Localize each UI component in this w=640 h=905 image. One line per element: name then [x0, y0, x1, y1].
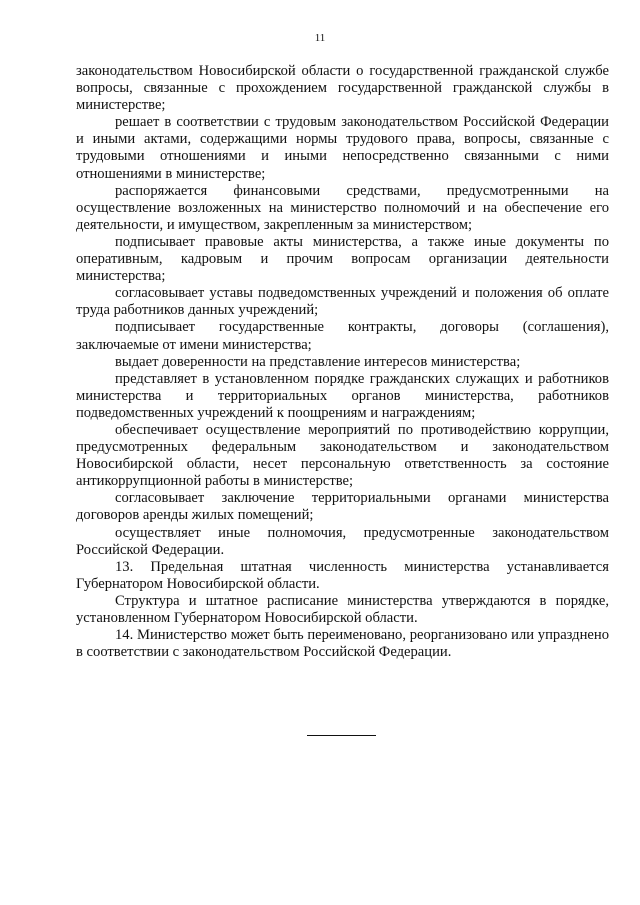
paragraph-signs-contracts: подписывает государственные контракты, договоры (соглашения), заключаемые от имени министерства;: [76, 319, 609, 353]
paragraph-14-reorganization: 14. Министерство может быть переименовано, реорганизовано или упразднено в соответствии с законодательством Российской Федерации.: [76, 627, 609, 661]
paragraph-financial-means: распоряжается финансовыми средствами, предусмотренными на осуществление возложенных на министерство полномочий и на обеспечение его деятельности, и имуществом, закрепленным за министерством;: [76, 182, 609, 233]
end-separator-line: [307, 735, 376, 736]
paragraph-awards: представляет в установленном порядке гражданских служащих и работников министерства и территориальных органов министерства, работников подведомственных учреждений к поощрениям и награждениям;: [76, 370, 609, 421]
paragraph-powers-of-attorney: выдает доверенности на представление интересов министерства;: [115, 353, 521, 370]
paragraph-other-powers: осуществляет иные полномочия, предусмотренные законодательством Российской Федерации.: [76, 524, 609, 558]
paragraph-lease-agreements: согласовывает заключение территориальными органами министерства договоров аренды жилых помещений;: [76, 490, 609, 524]
paragraph-anti-corruption: обеспечивает осуществление мероприятий по противодействию коррупции, предусмотренных федеральным законодательством и законодательством Новосибирской области, несет персональную ответственность за состояние антикоррупционной работы в министерстве;: [76, 421, 609, 490]
paragraph-civil-service-continuation: законодательством Новосибирской области о государственной гражданской службе вопросы, связанные с прохождением государственной гражданской службы в министерстве;: [76, 63, 609, 114]
document-body: [76, 63, 609, 661]
paragraph-labor-relations: решает в соответствии с трудовым законодательством Российской Федерации и иными актами, содержащими нормы трудового права, вопросы, связанные с трудовыми отношениями и иными непосредственно связанными с ними отношениями в министерстве;: [76, 114, 609, 182]
page-number: 11: [314, 32, 326, 44]
paragraph-approves-charters: согласовывает уставы подведомственных учреждений и положения об оплате труда работников данных учреждений;: [76, 285, 609, 319]
paragraph-13-staff-number: 13. Предельная штатная численность министерства устанавливается Губернатором Новосибирской области.: [76, 558, 609, 592]
paragraph-signs-legal-acts: подписывает правовые акты министерства, а также иные документы по оперативным, кадровым и прочим вопросам организации деятельности министерства;: [76, 233, 609, 285]
paragraph-structure-staffing: Структура и штатное расписание министерства утверждаются в порядке, установленном Губернатором Новосибирской области.: [76, 592, 609, 626]
